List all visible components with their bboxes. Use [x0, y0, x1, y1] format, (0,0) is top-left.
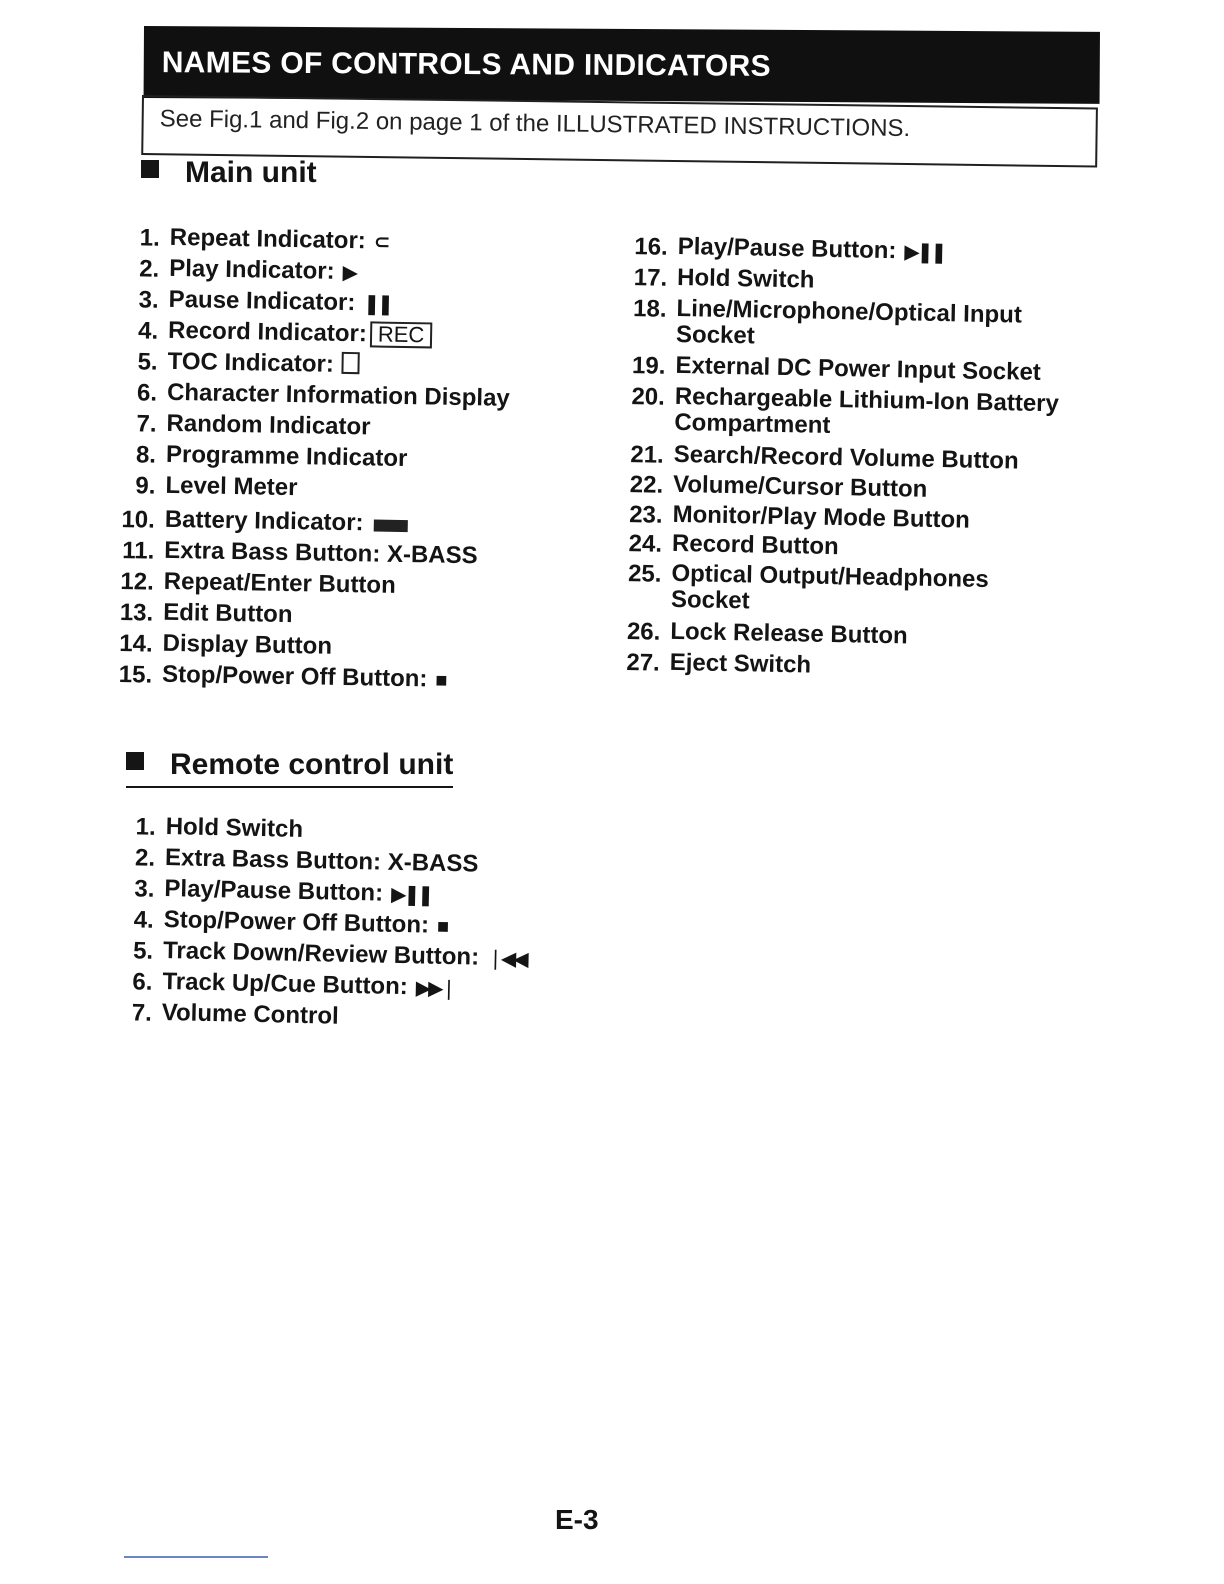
item-number: 10.: [121, 506, 156, 534]
item-number: 7.: [131, 999, 153, 1027]
item-number: 27.: [626, 649, 661, 677]
figure-reference-text: See Fig.1 and Fig.2 on page 1 of the ILLUSTRATED INSTRUCTIONS.: [159, 105, 911, 143]
item-text: Hold Switch: [676, 263, 815, 294]
item-text: Eject Switch: [669, 648, 812, 679]
item-number: 25.: [627, 560, 662, 588]
item-text: Search/Record Volume Button: [673, 440, 1019, 475]
item-text: Level Meter: [165, 471, 298, 502]
item-text: Random Indicator: [166, 409, 371, 441]
item-text: Display Button: [162, 629, 333, 660]
item-text: Stop/Power Off Button:: [161, 660, 428, 693]
item-number: 15.: [118, 661, 153, 689]
item-text: Track Down/Review Button:: [162, 937, 480, 971]
rec-icon: REC: [370, 321, 433, 348]
item-number: 4.: [137, 317, 159, 345]
item-number: 5.: [132, 937, 154, 965]
item-text: Track Up/Cue Button:: [162, 968, 409, 1001]
item-number: 8.: [135, 441, 157, 469]
item-number: 1.: [135, 813, 156, 841]
item-number: 18.: [632, 295, 667, 323]
item-text: Lock Release Button: [670, 617, 908, 650]
bullet-square-icon: [126, 752, 144, 770]
item-text: Edit Button: [162, 598, 293, 629]
item-text-continued: Socket: [670, 585, 750, 615]
toc-icon: [342, 352, 360, 374]
item-text: Play/Pause Button:: [677, 232, 897, 265]
battery-icon: [373, 519, 407, 532]
item-text: Record Indicator:: [167, 316, 368, 348]
item-number: 11.: [122, 537, 155, 565]
item-number: 12.: [120, 568, 154, 596]
item-text: Extra Bass Button: X-BASS: [164, 536, 478, 570]
section-title: NAMES OF CONTROLS AND INDICATORS: [161, 46, 771, 83]
item-number: 14.: [119, 630, 153, 658]
section-title-bar: [144, 26, 1100, 104]
item-text-continued: Socket: [675, 320, 756, 350]
page-number: E-3: [555, 1504, 599, 1535]
play-icon: ▶: [342, 261, 356, 285]
item-text: Stop/Power Off Button:: [163, 906, 430, 939]
item-number: 4.: [133, 906, 155, 934]
skip-forward-icon: ▶▶❘: [415, 977, 455, 1001]
bullet-square-icon: [141, 160, 159, 178]
item-text: External DC Power Input Socket: [675, 351, 1042, 386]
item-text: Repeat/Enter Button: [163, 567, 396, 599]
item-text: Monitor/Play Mode Button: [672, 500, 971, 534]
item-number: 26.: [626, 618, 661, 646]
item-text: TOC Indicator:: [167, 347, 335, 378]
item-number: 2.: [134, 844, 156, 872]
item-number: 22.: [629, 471, 664, 499]
item-text: Play/Pause Button:: [164, 875, 384, 907]
item-number: 1.: [139, 224, 160, 252]
item-number: 16.: [634, 233, 668, 261]
item-text: Programme Indicator: [165, 440, 408, 473]
item-number: 7.: [136, 410, 157, 438]
item-number: 6.: [136, 379, 158, 407]
item-number: 3.: [138, 286, 159, 314]
item-number: 3.: [134, 875, 155, 903]
skip-back-icon: ❘◀◀: [486, 947, 526, 971]
item-text: Record Button: [671, 529, 839, 561]
item-number: 6.: [132, 968, 153, 996]
repeat-icon: ⊂: [373, 231, 388, 254]
item-number: 9.: [135, 472, 156, 500]
item-text: Play Indicator:: [168, 254, 335, 285]
item-text: Hold Switch: [165, 813, 304, 843]
item-number: 21.: [630, 441, 664, 469]
main-unit-heading: [141, 156, 317, 190]
play-pause-icon: ▶❚❚: [390, 883, 432, 907]
item-text: Battery Indicator:: [164, 505, 364, 537]
remote-unit-heading-text: Remote control unit: [170, 748, 454, 781]
item-text: Character Information Display: [166, 378, 511, 412]
item-number: 20.: [631, 383, 666, 411]
item-number: 19.: [631, 352, 666, 380]
item-number: 24.: [628, 530, 663, 558]
item-text: Pause Indicator:: [168, 285, 356, 317]
item-text: Volume Control: [161, 999, 339, 1030]
item-text: Repeat Indicator:: [169, 223, 367, 255]
item-number: 23.: [628, 501, 663, 529]
item-text: Line/Microphone/Optical Input: [676, 294, 1023, 329]
footer-divider: [124, 1556, 268, 1558]
play-pause-icon: ▶❚❚: [904, 241, 945, 265]
item-number: 5.: [137, 348, 158, 376]
stop-icon: ■: [436, 915, 447, 938]
remote-unit-heading: [126, 748, 453, 788]
pause-icon: ❚❚: [363, 293, 392, 316]
item-number: 13.: [119, 599, 154, 627]
item-text-continued: Compartment: [674, 408, 831, 439]
item-text: Optical Output/Headphones: [671, 559, 990, 593]
item-text: Extra Bass Button: X-BASS: [164, 844, 479, 878]
main-unit-heading-text: Main unit: [185, 156, 317, 189]
item-text: Volume/Cursor Button: [672, 470, 928, 503]
stop-icon: ■: [435, 669, 445, 692]
item-number: 2.: [138, 255, 160, 283]
item-text: Rechargeable Lithium-Ion Battery: [674, 382, 1060, 418]
item-number: 17.: [633, 264, 668, 292]
